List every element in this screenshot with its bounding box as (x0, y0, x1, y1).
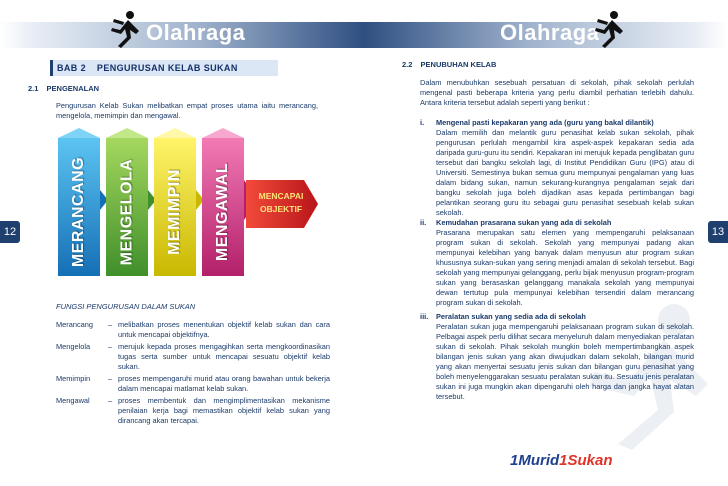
fungsi-definition: proses membentuk dan mengimplimentasikan mekanisme penilaian kerja bagi memastikan objektif kelab sukan yang dirancang akan tercapai. (118, 396, 330, 425)
fungsi-term: Mengelola (56, 342, 91, 351)
logo-part-1: 1Murid (510, 452, 560, 469)
fungsi-term: Memimpin (56, 374, 91, 383)
intro-paragraph: Dalam menubuhkan sesebuah persatuan di sekolah, pihak sekolah perlulah mengenal pasti beberapa kriteria yang perlu diambil perhatian terlebih dahulu. Antara kriteria tersebut adalah seperti yang berikut : (420, 78, 694, 107)
runner-icon (592, 10, 626, 50)
item-body: Dalam memilih dan melantik guru penasihat kelab sukan sekolah, pihak pengurusan perlulah mengambil kira aspek-aspek kepakaran sedia ada daripada guru-guru itu sendiri. Kepakaran ini merujuk kepada penglibatan guru tersebut dari bangku sekolah lagi, di Institut Pendidikan Guru (IPG) atau di Universiti. Semestinya bukan semua guru mempunyai pengalaman yang luas dalam bidang sukan, namun sekurang-kurangnya pengalaman sejak dari bangku sekolah juga boleh dijadikan asas kepada pertimbangan bagi pelantikan seorang guru itu sebagai guru penasihat sesebuah kelab sukan sekolah. (436, 128, 694, 217)
section-number: 2.2 (402, 60, 413, 69)
management-process-diagram (56, 128, 318, 286)
fungsi-row (56, 374, 330, 394)
fungsi-definition: melibatkan proses menentukan objektif kelab sukan dan cara untuk mencapai objektifnya. (118, 320, 330, 339)
item-body: Prasarana merupakan satu elemen yang mempengaruhi pelaksanaan program sukan di sekolah. Sekolah yang mempunyai padang akan mempunyai kelebihan yang banyak dalam menyusun atur program sukan khususnya sukan-sukan yang sering menjadi amalan di sekolah tersebut. Bagi sekolah yang mempunyai gelanggang, perlu bijak menyusun program-program sukan yang berasaskan gelanggang manakala sekolah yang mempunyai dewan tertutup pula mempunyai kelebihan tersendiri dalam merancang program sukan di sekolah. (436, 228, 694, 307)
fungsi-dash: – (108, 320, 113, 329)
header-title: Olahraga (500, 20, 600, 45)
logo-part-2: 1Sukan (559, 452, 613, 469)
goal-label: MENCAPAI OBJEKTIF (258, 191, 304, 214)
item-number: iii. (420, 312, 429, 321)
fungsi-title: FUNGSI PENGURUSAN DALAM SUKAN (56, 302, 196, 311)
fungsi-row (56, 342, 330, 372)
item-number: i. (420, 118, 425, 127)
section-number: 2.1 (28, 84, 39, 93)
item-title: Peralatan sukan yang sedia ada di sekolah (436, 312, 586, 321)
chapter-number: BAB 2 (57, 63, 87, 73)
section-title: PENUBUHAN KELAB (420, 60, 497, 69)
item-title: Kemudahan prasarana sukan yang ada di sekolah (436, 218, 612, 227)
chapter-heading (57, 63, 238, 73)
fungsi-term: Merancang (56, 320, 93, 329)
page-number: 12 (0, 221, 20, 243)
section-heading (402, 60, 496, 69)
bar-label-mengawal: MENGAWAL (214, 162, 231, 262)
fungsi-row (56, 396, 330, 426)
chapter-title: PENGURUSAN KELAB SUKAN (96, 63, 238, 73)
bar-label-memimpin: MEMIMPIN (166, 169, 183, 255)
fungsi-row (56, 320, 330, 340)
fungsi-term: Mengawal (56, 396, 90, 405)
fungsi-definition: proses mempengaruhi murid atau orang bawahan untuk bekerja dalam mencapai matlamat kelab sukan. (118, 374, 330, 393)
fungsi-dash: – (108, 342, 113, 351)
bar-label-mengelola: MENGELOLA (118, 158, 135, 266)
page-number: 13 (708, 221, 728, 243)
bar-label-merancang: MERANCANG (70, 156, 87, 268)
header-title: Olahraga (146, 20, 246, 45)
fungsi-dash: – (108, 396, 113, 405)
fungsi-dash: – (108, 374, 113, 383)
fungsi-definition: merujuk kepada proses mengagihkan serta mengkoordinasikan tugas serta sumber untuk mencapai sesuatu objektif kelab sukan. (118, 342, 330, 371)
footer-logo (510, 452, 613, 469)
section-heading (28, 84, 99, 93)
item-number: ii. (420, 218, 427, 227)
item-body: Peralatan sukan juga mempengaruhi pelaksanaan program sukan di sekolah. Pelbagai aspek perlu dilihat secara menyeluruh dalam menyediakan peralatan sukan di sekolah. Pihak sekolah mungkin boleh mempertimbangkan aspek bilangan jenis sukan yang akan diwujudkan dalam sekolah, bilangan murid yang akan menyertai sesuatu jenis sukan dan bilangan guru penasihat yang boleh menyelenggarakan sesuatu peralatan sukan itu. Sesuatu jenis peralatan sukan ini juga mungkin akan dipengaruhi oleh harga dan jangka hayat alatan tersebut. (436, 322, 694, 401)
right-page (364, 0, 728, 486)
item-title: Mengenal pasti kepakaran yang ada (guru yang bakal dilantik) (436, 118, 654, 127)
intro-paragraph: Pengurusan Kelab Sukan melibatkan empat proses utama iaitu merancang, mengelola, memimpin dan mengawal. (56, 101, 318, 120)
runner-icon (108, 10, 142, 50)
section-title: PENGENALAN (46, 84, 100, 93)
